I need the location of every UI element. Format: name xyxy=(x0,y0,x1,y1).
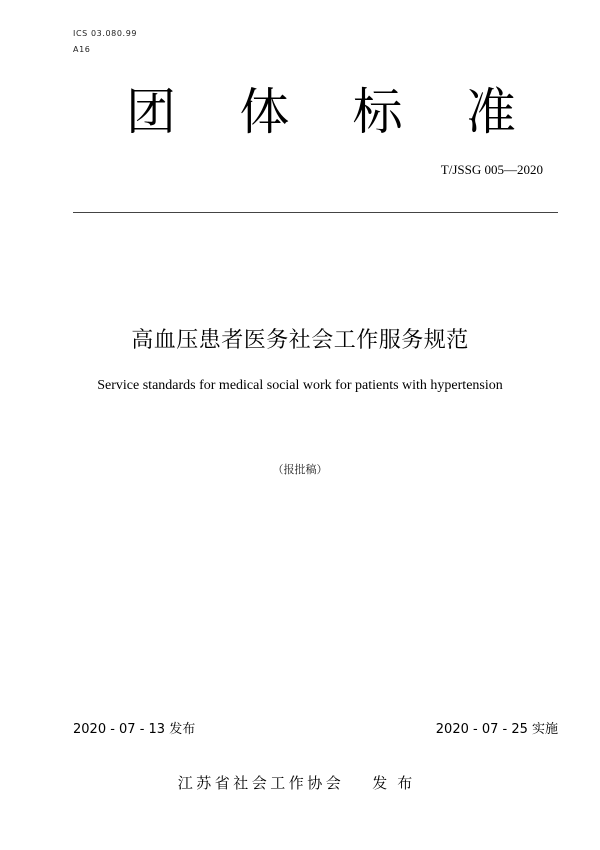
document-title-chinese: 高血压患者医务社会工作服务规范 xyxy=(131,328,469,353)
standard-code: T/JSSG 005—2020 xyxy=(440,162,543,177)
ics-code: ICS 03.080.99 xyxy=(73,29,138,38)
release-label: 发布 xyxy=(372,774,423,792)
standard-type-char: 体 xyxy=(239,83,290,141)
document-title-english: Service standards for medical social work for patients with hypertension xyxy=(97,378,503,393)
standard-type-heading xyxy=(126,82,516,142)
ccs-code: A16 xyxy=(73,45,91,54)
standard-type-char: 准 xyxy=(465,83,516,141)
issue-date: 2020 - 07 - 13 发布 xyxy=(73,722,196,737)
publisher-name: 江苏省社会工作协会 xyxy=(177,774,345,792)
publisher-line xyxy=(0,772,600,793)
standard-type-char: 标 xyxy=(352,83,403,141)
draft-stage-label: （报批稿） xyxy=(272,463,328,476)
implementation-date: 2020 - 07 - 25 实施 xyxy=(435,722,558,737)
header-divider xyxy=(73,212,558,213)
standard-type-char: 团 xyxy=(126,83,176,141)
